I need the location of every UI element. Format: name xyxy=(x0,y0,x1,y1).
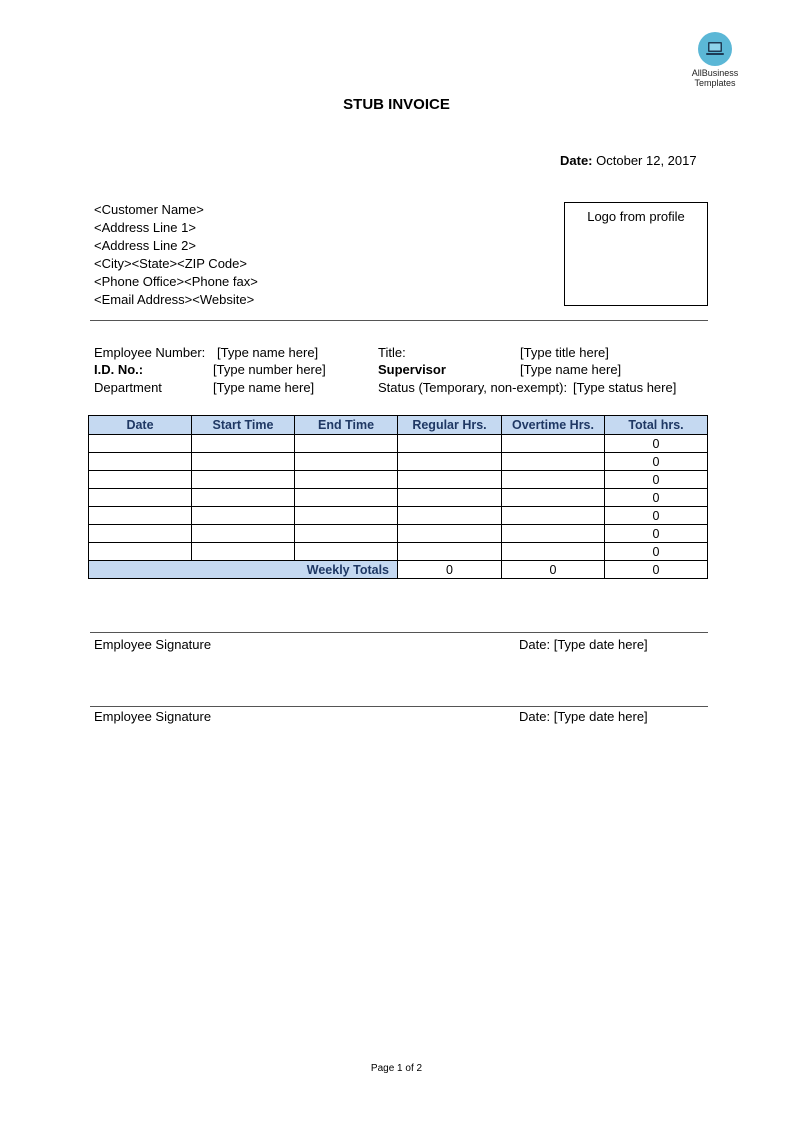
phone-line: <Phone Office><Phone fax> xyxy=(94,274,258,289)
cell-start-time[interactable] xyxy=(192,435,295,453)
cell-start-time[interactable] xyxy=(192,453,295,471)
column-header-overtime-hrs: Overtime Hrs. xyxy=(502,416,605,435)
column-header-end-time: End Time xyxy=(295,416,398,435)
title-value: [Type title here] xyxy=(520,345,609,360)
total-regular-hrs: 0 xyxy=(398,561,502,579)
signature-date-label: Date: xyxy=(519,637,551,652)
cell-regular-hrs[interactable] xyxy=(398,525,502,543)
cell-date[interactable] xyxy=(89,525,192,543)
title-label: Title: xyxy=(378,345,406,360)
cell-regular-hrs[interactable] xyxy=(398,471,502,489)
table-row xyxy=(89,525,708,543)
table-header-row xyxy=(89,416,708,435)
table-row xyxy=(89,489,708,507)
supervisor-label: Supervisor xyxy=(378,362,446,377)
cell-end-time[interactable] xyxy=(295,543,398,561)
address-line-1: <Address Line 1> xyxy=(94,220,196,235)
column-header-regular-hrs: Regular Hrs. xyxy=(398,416,502,435)
total-overtime-hrs: 0 xyxy=(502,561,605,579)
signature-date-2 xyxy=(519,709,648,724)
cell-total-hrs: 0 xyxy=(605,507,708,525)
timesheet-table xyxy=(88,415,708,579)
cell-overtime-hrs[interactable] xyxy=(502,453,605,471)
cell-total-hrs: 0 xyxy=(605,543,708,561)
cell-date[interactable] xyxy=(89,507,192,525)
laptop-icon xyxy=(698,32,732,66)
page-number: Page 1 of 2 xyxy=(370,1063,423,1074)
column-header-date: Date xyxy=(89,416,192,435)
email-website: <Email Address><Website> xyxy=(94,292,255,307)
signature-date-value[interactable]: [Type date here] xyxy=(553,637,648,652)
cell-total-hrs: 0 xyxy=(605,453,708,471)
date-label: Date: xyxy=(560,153,593,168)
cell-date[interactable] xyxy=(89,453,192,471)
cell-start-time[interactable] xyxy=(192,507,295,525)
cell-date[interactable] xyxy=(89,489,192,507)
signature-line-2 xyxy=(90,706,708,707)
cell-total-hrs: 0 xyxy=(605,435,708,453)
cell-date[interactable] xyxy=(89,471,192,489)
address-line-2: <Address Line 2> xyxy=(94,238,196,253)
invoice-date xyxy=(560,153,697,168)
cell-regular-hrs[interactable] xyxy=(398,453,502,471)
status-label: Status (Temporary, non-exempt): xyxy=(378,380,568,395)
cell-end-time[interactable] xyxy=(295,453,398,471)
id-label: I.D. No.: xyxy=(94,362,144,377)
table-row xyxy=(89,471,708,489)
divider xyxy=(90,320,708,321)
cell-overtime-hrs[interactable] xyxy=(502,525,605,543)
weekly-totals-label: Weekly Totals xyxy=(89,561,398,579)
cell-end-time[interactable] xyxy=(295,435,398,453)
table-row xyxy=(89,435,708,453)
cell-regular-hrs[interactable] xyxy=(398,489,502,507)
cell-end-time[interactable] xyxy=(295,525,398,543)
weekly-totals-row xyxy=(89,561,708,579)
signature-date-label: Date: xyxy=(519,709,551,724)
column-header-total-hrs: Total hrs. xyxy=(605,416,708,435)
cell-overtime-hrs[interactable] xyxy=(502,489,605,507)
department-value: [Type name here] xyxy=(213,380,315,395)
cell-date[interactable] xyxy=(89,543,192,561)
brand-logo xyxy=(680,32,750,88)
cell-overtime-hrs[interactable] xyxy=(502,507,605,525)
city-state-zip: <City><State><ZIP Code> xyxy=(94,256,247,271)
supervisor-value: [Type name here] xyxy=(520,362,622,377)
cell-start-time[interactable] xyxy=(192,543,295,561)
employee-signature-label-1: Employee Signature xyxy=(94,637,212,652)
cell-start-time[interactable] xyxy=(192,471,295,489)
employee-number-label: Employee Number: xyxy=(94,345,206,360)
brand-name: AllBusiness Templates xyxy=(691,68,739,88)
table-row xyxy=(89,453,708,471)
signature-date-value[interactable]: [Type date here] xyxy=(553,709,648,724)
logo-placeholder-text: Logo from profile xyxy=(587,209,685,224)
signature-line-1 xyxy=(90,632,708,633)
table-row xyxy=(89,543,708,561)
column-header-start-time: Start Time xyxy=(192,416,295,435)
cell-total-hrs: 0 xyxy=(605,471,708,489)
cell-end-time[interactable] xyxy=(295,507,398,525)
cell-start-time[interactable] xyxy=(192,525,295,543)
employee-number-value: [Type name here] xyxy=(217,345,319,360)
id-value: [Type number here] xyxy=(213,362,326,377)
cell-total-hrs: 0 xyxy=(605,489,708,507)
logo-placeholder xyxy=(564,202,708,306)
cell-date[interactable] xyxy=(89,435,192,453)
employee-signature-label-2: Employee Signature xyxy=(94,709,212,724)
cell-end-time[interactable] xyxy=(295,489,398,507)
signature-date-1 xyxy=(519,637,648,652)
cell-total-hrs: 0 xyxy=(605,525,708,543)
cell-overtime-hrs[interactable] xyxy=(502,543,605,561)
table-row xyxy=(89,507,708,525)
cell-start-time[interactable] xyxy=(192,489,295,507)
cell-regular-hrs[interactable] xyxy=(398,543,502,561)
cell-overtime-hrs[interactable] xyxy=(502,435,605,453)
page-title: STUB INVOICE xyxy=(343,96,450,113)
customer-name: <Customer Name> xyxy=(94,202,204,217)
cell-regular-hrs[interactable] xyxy=(398,435,502,453)
status-value: [Type status here] xyxy=(573,380,677,395)
department-label: Department xyxy=(94,380,162,395)
cell-overtime-hrs[interactable] xyxy=(502,471,605,489)
cell-regular-hrs[interactable] xyxy=(398,507,502,525)
date-value: October 12, 2017 xyxy=(596,153,697,168)
cell-end-time[interactable] xyxy=(295,471,398,489)
total-hrs: 0 xyxy=(605,561,708,579)
customer-address-block xyxy=(94,201,258,309)
